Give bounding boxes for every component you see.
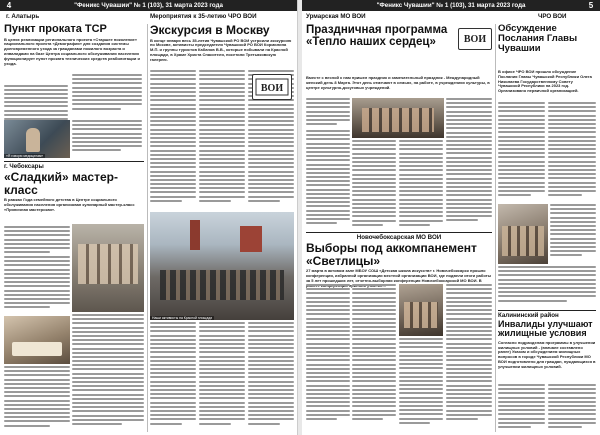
article-body-text bbox=[306, 98, 350, 128]
article-lead: В конце января весь 35-летия Чувашской РО ВОИ устроили экскурсию по Москве, активисты председателя Чувашской РО ВОИ Кормилина М.П. и группы туристов Кабанов В.В., которые побывали на Красной площади, в Храме Христа Спасителя, посетили Третьяковскую галерею. bbox=[150, 37, 292, 62]
article-body-text bbox=[498, 102, 545, 202]
page-number: 4 bbox=[6, 1, 12, 10]
article-body-text-col5 bbox=[399, 140, 443, 230]
article-title: «Сладкий» мастер-класс bbox=[4, 170, 118, 197]
article-rubric: Калининский район bbox=[498, 312, 559, 319]
rubric-city: г. Алатырь bbox=[6, 13, 40, 20]
section-divider bbox=[4, 161, 144, 162]
article-body-text-col2 bbox=[548, 102, 596, 202]
article-body-text-col2 bbox=[4, 256, 70, 314]
photo-caption: Наши активисты на Красной площади bbox=[152, 316, 213, 320]
article-moscow-trip bbox=[150, 24, 294, 68]
article-lead: Согласно подразделам программы в улучшении жилищных условий - (вначале составлено ранее) Указом и обсуждением жилищных вопросов в городе Чувашской Республики МО ВОИ подготовлено для граждан, нуждающихся в улучшении жилищных условий. bbox=[498, 339, 596, 369]
voi-logo bbox=[252, 74, 292, 100]
page-number: 5 bbox=[588, 1, 594, 10]
voi-logo-text: ВОИ bbox=[463, 33, 487, 45]
article-body-text-col6 bbox=[248, 322, 294, 432]
article-body-text-col5 bbox=[199, 322, 245, 432]
article-body-text-col2 bbox=[352, 284, 396, 432]
article-lead: В рамках Года семейного детства в Центре социального обслуживания населения организован кулинарный мастер-класс «Пряничная мастерская». bbox=[4, 197, 135, 212]
article-body-text bbox=[150, 70, 196, 210]
column-divider bbox=[495, 24, 496, 432]
article-body-text bbox=[498, 384, 545, 432]
article-title: Экскурсия в Москву bbox=[150, 23, 270, 37]
article-body-text bbox=[4, 85, 68, 125]
article-lead-wrap bbox=[498, 68, 596, 100]
article-body-text-col2 bbox=[72, 74, 142, 118]
article-title: Обсуждение Послания Главы Чувашии bbox=[498, 23, 578, 54]
article-body-text-col3 bbox=[550, 204, 596, 264]
article-body-text-col4 bbox=[498, 266, 596, 308]
photo-red-square bbox=[150, 212, 294, 320]
rubric-section: ЧРО ВОИ bbox=[538, 13, 567, 20]
page-header-text: "Феникс Чувашии" № 1 (103), 31 марта 2023 года bbox=[74, 2, 223, 9]
newspaper-page-right bbox=[302, 0, 600, 435]
article-lead-wrap bbox=[306, 74, 492, 96]
article-body-text-col4 bbox=[150, 322, 196, 432]
column-divider bbox=[147, 24, 148, 432]
article-body-text-col2 bbox=[548, 384, 596, 432]
photo-holiday-program bbox=[352, 98, 444, 138]
newspaper-page-left bbox=[0, 0, 298, 435]
article-lead: В целях реализации регионального проекта «Старшее поколение» национального проекта «Демография» для создания системы долговременного ухода за гражданами пожилого возраста и инвалидами на базе Центра социального обслуживания населения функционирует пункт проката технических средств реабилитации и ухода. bbox=[4, 36, 140, 66]
article-housing bbox=[498, 312, 596, 382]
page-header-bar bbox=[302, 0, 600, 11]
article-master-class bbox=[4, 163, 144, 225]
article-body-text-col3 bbox=[72, 120, 142, 158]
article-title: Пункт проката ТСР bbox=[4, 23, 107, 35]
article-body-text-col2 bbox=[199, 70, 245, 210]
voi-logo bbox=[458, 28, 492, 50]
page-header-bar bbox=[0, 0, 297, 11]
article-elections bbox=[306, 234, 492, 282]
article-body-text-col2 bbox=[446, 98, 492, 230]
article-lead: 27 марта в актовом зале МБОУ СОШ «Детская школа искусств» г. Новочебоксарск прошло конференция, избранной организации местной организации ВОИ, где подвели итоги работы за 5 лет прошедших лет, отчетно-выборная конференция Новочебоксарской МО ВОИ. В bbox=[306, 268, 492, 283]
article-body-text-col3 bbox=[399, 338, 443, 432]
article-lead: Вместе с весной к нам пришел праздник и замечательный праздник - Международный женский день 8 Марта. Этот день отмечают в семьях, на работе, в учреждениях культуры, в центре культурно-досуговых учреждений. bbox=[306, 75, 490, 90]
article-body-text bbox=[4, 226, 70, 254]
svg-text:ВОИ: ВОИ bbox=[260, 83, 284, 94]
article-rubric: Новочебоксарская МО ВОИ bbox=[356, 234, 442, 241]
photo-caption: «Я говорю медицинам» bbox=[6, 154, 44, 158]
article-body-text-col3 bbox=[306, 130, 350, 230]
section-divider bbox=[306, 232, 492, 233]
article-title: Выборы под аккомпанемент «Светлицы» bbox=[306, 241, 477, 268]
photo-address-discussion bbox=[498, 204, 548, 264]
article-body-text-col3 bbox=[72, 314, 144, 432]
article-body-text-col4 bbox=[4, 366, 70, 432]
article-title: Инвалиды улучшают жилищные условия bbox=[498, 319, 593, 339]
article-body-text bbox=[306, 284, 350, 432]
page-header-text: "Феникс Чувашии" № 1 (103), 31 марта 2023 года bbox=[376, 2, 526, 9]
article-title: Праздничная программа «Тепло наших сердец» bbox=[306, 24, 448, 49]
section-divider bbox=[498, 310, 596, 311]
article-body-text-col4 bbox=[446, 284, 492, 432]
photo-master-class-table bbox=[4, 316, 70, 364]
rubric-section: Мероприятия к 35-летию ЧРО ВОИ bbox=[150, 13, 257, 20]
voi-logo-icon bbox=[255, 78, 289, 96]
article-rubric: г. Чебоксары bbox=[4, 163, 44, 170]
article-lead: В офисе ЧРО ВОИ прошло обсуждение Послания Главы Чувашской Республики Олега Николаева Государственному Совету Чувашской Республики на 2023 год. Организовано первичной организацией. bbox=[498, 69, 592, 94]
photo-rental-point bbox=[4, 120, 70, 158]
photo-master-class-group bbox=[72, 224, 144, 312]
photo-elections-ensemble bbox=[399, 284, 443, 336]
article-body-text-col4 bbox=[352, 140, 396, 230]
rubric-org: Урмарская МО ВОИ bbox=[306, 13, 366, 20]
